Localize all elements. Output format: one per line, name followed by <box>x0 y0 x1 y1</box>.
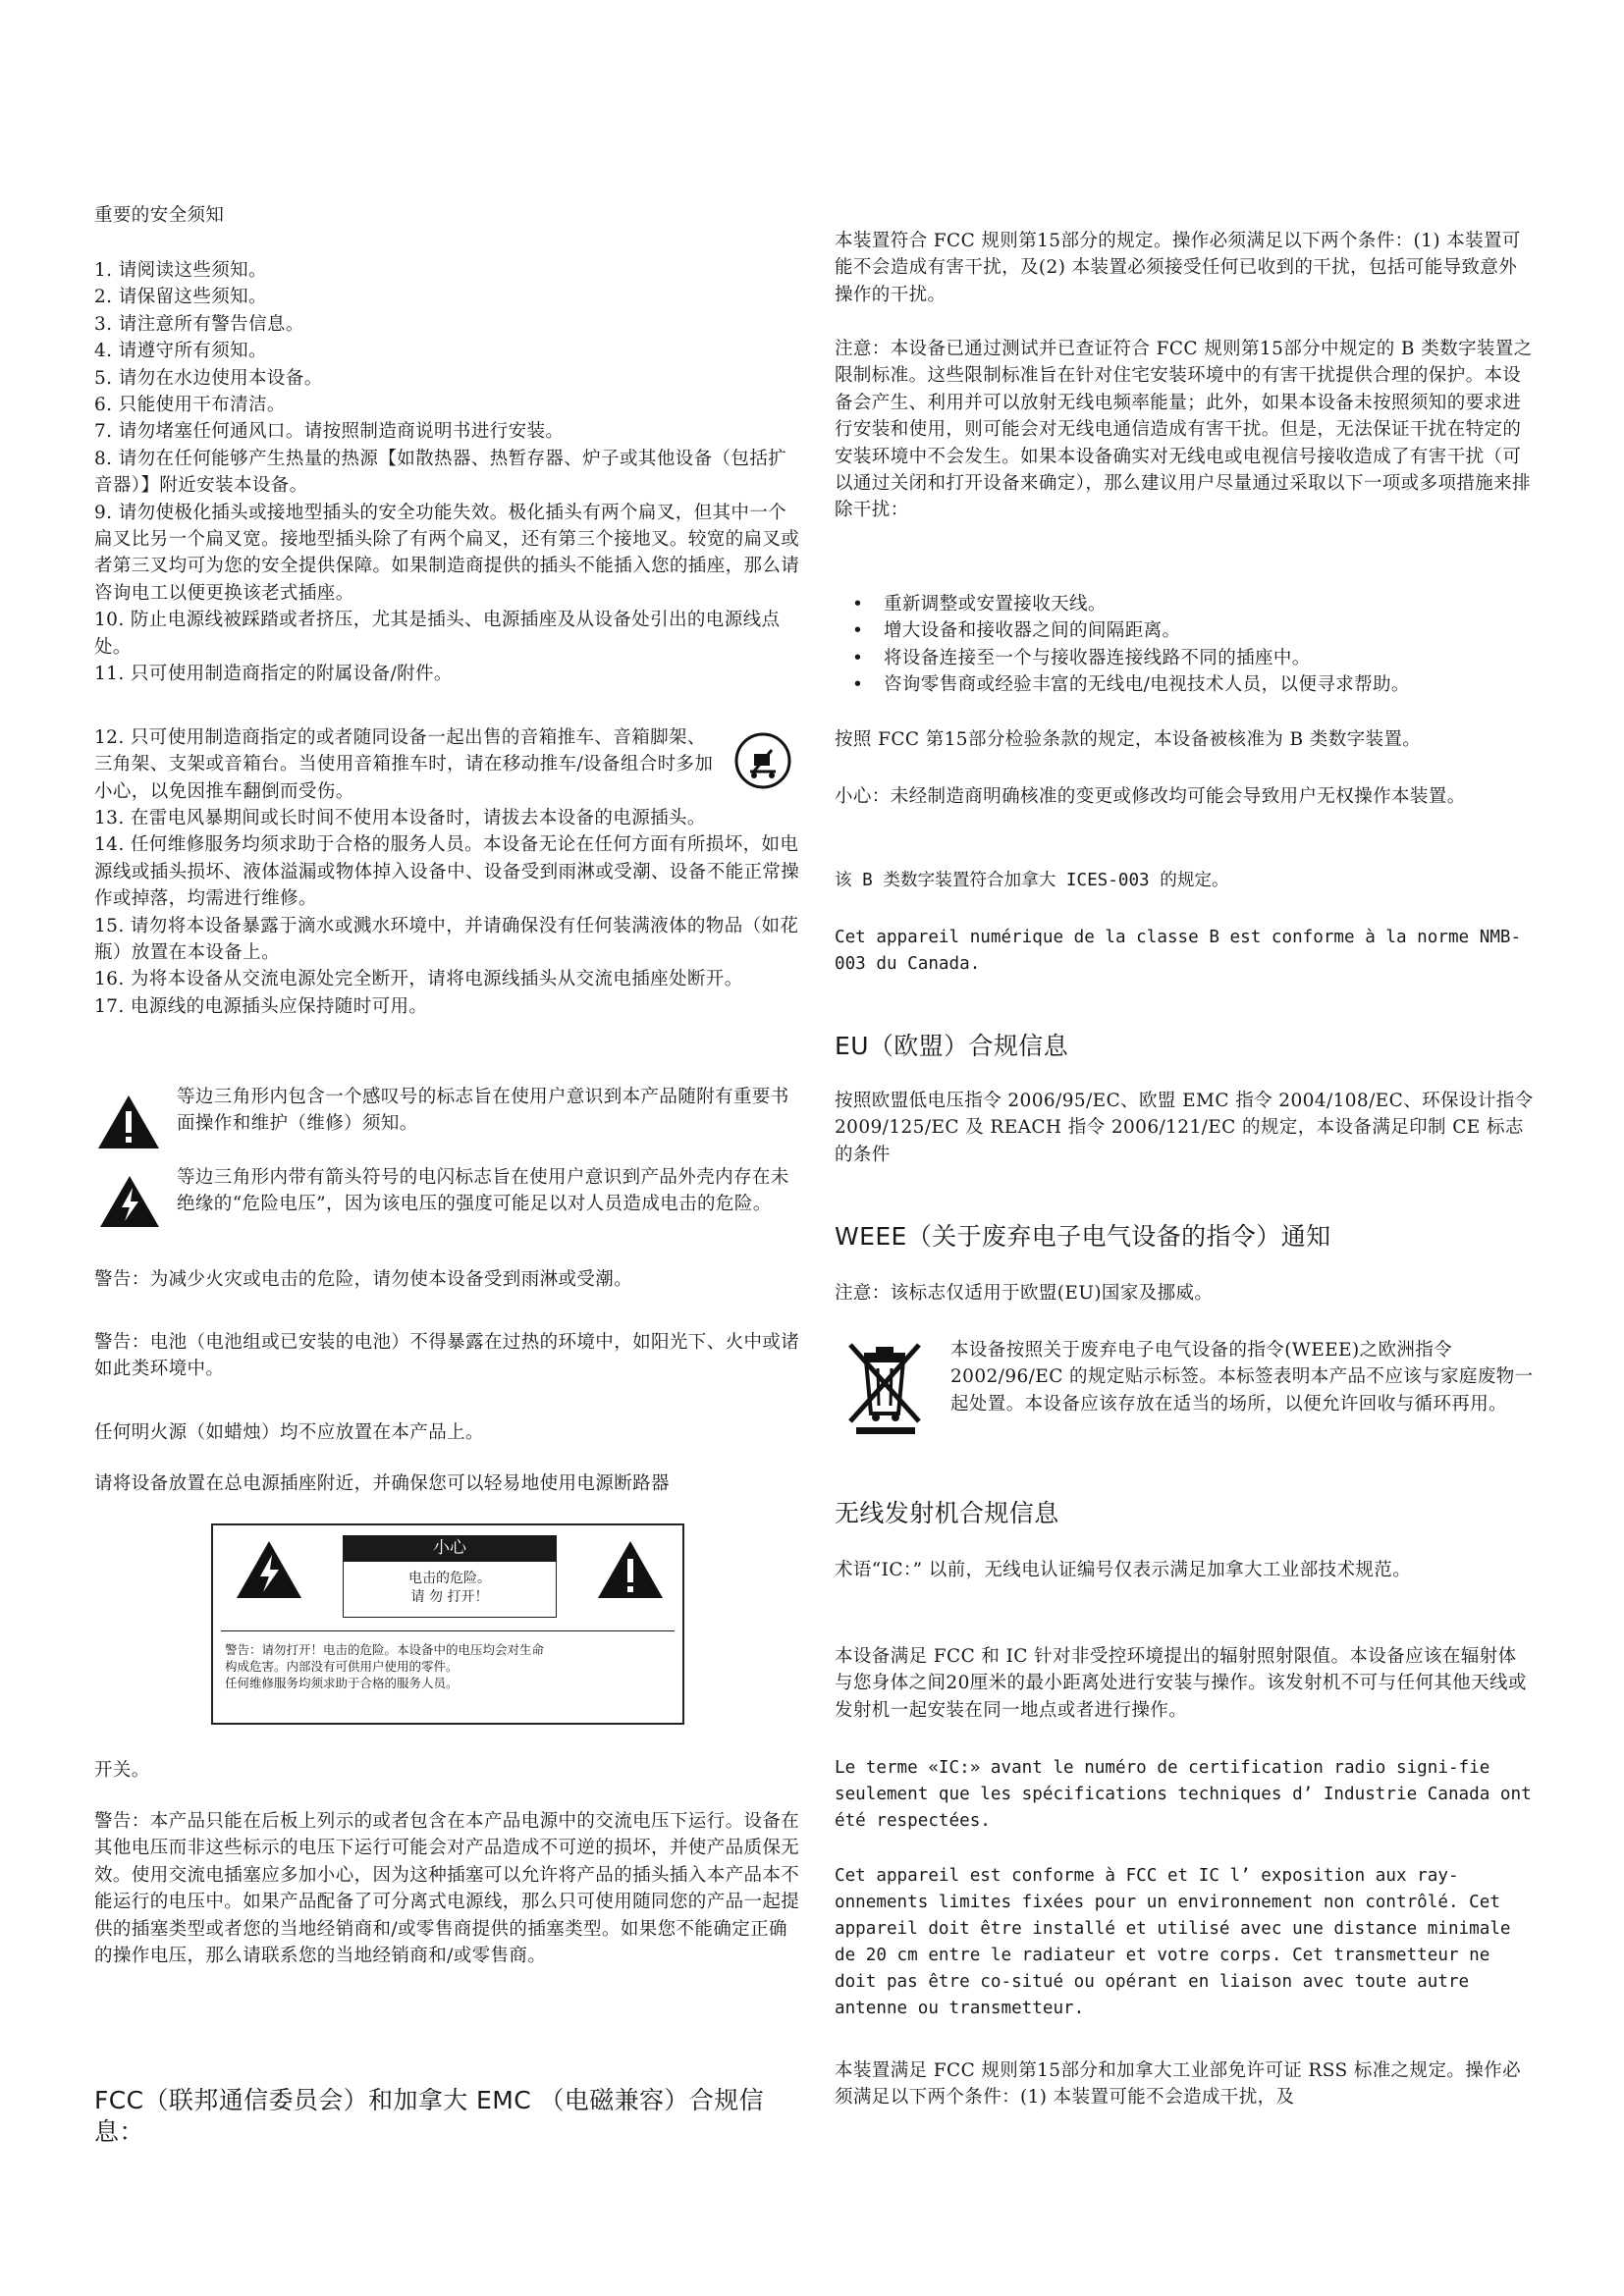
list-item: • 咨询零售商或经验丰富的无线电/电视技术人员，以便寻求帮助。 <box>835 671 1534 698</box>
weee-note: 注意：该标志仅适用于欧盟(EU)国家及挪威。 <box>835 1283 1214 1304</box>
class-b-statement: 按照 FCC 第15部分检验条款的规定，本设备被核准为 B 类数字装置。 <box>835 729 1422 750</box>
caution-sub-line: 请 勿 打开！ <box>410 1589 489 1605</box>
caution-body-line: 警告：请勿打开！电击的危险。本设备中的电压均会对生命 <box>225 1642 545 1657</box>
nmb-statement-fr: Cet appareil numérique de la classe B est conforme à la norme NMB-003 du Canada. <box>835 928 1522 974</box>
rf-exposure-fr: Cet appareil est conforme à FCC et IC l’ exposition aux ray-onnements limites fixées pour un environnement non contrôlé. Cet appareil doit être installé et utilisé avec une distance minimale de 20 cm entre le radiateur et votre corps. Cet transmetteur ne doit pas être co-situé ou opérant en liaison avec toute autre antenne ou transmetteur. <box>835 1866 1511 2018</box>
list-item: 17. 电源线的电源插头应保持随时可用。 <box>94 995 428 1017</box>
list-item: 8. 请勿在任何能够产生热量的热源【如散热器、热暂存器、炉子或其他设备（包括扩音器）】附近安装本设备。 <box>94 448 787 497</box>
remedy-list <box>835 591 1534 699</box>
caution-body-line: 构成危害。内部没有可供用户使用的零件。 <box>225 1659 459 1674</box>
list-item: • 增大设备和接收器之间的间隔距离。 <box>835 617 1534 644</box>
divider <box>221 1630 675 1631</box>
symbol-lightning-text: 等边三角形内带有箭头符号的电闪标志旨在使用户意识到产品外壳内存在未绝缘的“危险电压”，因为该电压的强度可能足以对人员造成电击的危险。 <box>177 1167 789 1215</box>
list-item: 15. 请勿将本设备暴露于滴水或溅水环境中，并请确保没有任何装满液体的物品（如花瓶）放置在本设备上。 <box>94 915 799 964</box>
list-item: 5. 请勿在水边使用本设备。 <box>94 367 323 389</box>
instruction-list-continued <box>94 805 801 1020</box>
ic-term-fr: Le terme «IC:» avant le numéro de certification radio signi-fie seulement que les spécifications techniques d’ Industrie Canada ont été respectées. <box>835 1758 1532 1831</box>
weee-heading: WEEE（关于废弃电子电气设备的指令）通知 <box>835 1222 1331 1251</box>
warning-flame: 任何明火源（如蜡烛）均不应放置在本产品上。 <box>94 1422 484 1443</box>
fcc-note: 注意：本设备已通过测试并已查证符合 FCC 规则第15部分中规定的 B 类数字装置之限制标准。这些限制标准旨在针对住宅安装环境中的有害干扰提供合理的保护。本设备会产生、利用并可以放射无线电频率能量；此外，如果本设备未按照须知的要求进行安装和使用，则可能会对无线电通信造成有害干扰。但是，无法保证干扰在特定的安装环境中不会发生。如果本设备确实对无线电或电视信号接收造成了有害干扰（可以通过关闭和打开设备来确定），那么建议用户尽量通过采取以下一项或多项措施来排除干扰： <box>835 339 1533 521</box>
list-item: 6. 只能使用干布清洁。 <box>94 395 286 416</box>
caution-label <box>211 1523 684 1725</box>
list-item: 4. 请遵守所有须知。 <box>94 341 267 362</box>
caution-body <box>225 1641 677 1691</box>
switch-label: 开关。 <box>94 1760 150 1781</box>
warning-battery: 警告：电池（电池组或已安装的电池）不得暴露在过热的环境中，如阳光下、火中或诸如此类环境中。 <box>94 1332 800 1380</box>
weee-text: 本设备按照关于废弃电子电气设备的指令(WEEE)之欧洲指令2002/96/EC 的规定贴示标签。本标签表明本产品不应该与家庭废物一起处置。本设备应该存放在适当的场所，以便允许回收与循环再用。 <box>950 1340 1534 1415</box>
eu-heading: EU（欧盟）合规信息 <box>835 1032 1069 1060</box>
placement-note: 请将设备放置在总电源插座附近，并确保您可以轻易地使用电源断路器 <box>94 1473 670 1494</box>
list-item: 2. 请保留这些须知。 <box>94 287 267 308</box>
list-item: 1. 请阅读这些须知。 <box>94 260 267 281</box>
modification-caution: 小心：未经制造商明确核准的变更或修改均可能会导致用户无权操作本装置。 <box>835 786 1466 807</box>
lightning-triangle-icon <box>235 1539 303 1600</box>
list-item: 9. 请勿使极化插头或接地型插头的安全功能失效。极化插头有两个扁叉，但其中一个扁叉比另一个扁叉宽。接地型插头除了有两个扁叉，还有第三个接地叉。较宽的扁叉或者第三叉均可为您的安全提供保障。如果制造商提供的插头不能插入您的插座，那么请咨询电工以便更换该老式插座。 <box>94 502 800 604</box>
exclamation-triangle-icon <box>96 1094 161 1150</box>
list-item: 3. 请注意所有警告信息。 <box>94 313 304 335</box>
list-item: 14. 任何维修服务均须求助于合格的服务人员。本设备无论在任何方面有所损坏，如电源线或插头损坏、液体溢漏或物体掉入设备中、设备受到雨淋或受潮、设备不能正常操作或掉落，均需进行维修。 <box>94 834 800 910</box>
caution-title: 小心 <box>343 1535 557 1561</box>
list-item-12: 12. 只可使用制造商指定的或者随同设备一起出售的音箱推车、音箱脚架、三角架、支架或音箱台。当使用音箱推车时，请在移动推车/设备组合时多加小心，以免因推车翻倒而受伤。 <box>94 727 714 802</box>
page-title: 重要的安全须知 <box>94 205 225 226</box>
wireless-heading: 无线发射机合规信息 <box>835 1499 1059 1527</box>
list-item: 7. 请勿堵塞任何通风口。请按照制造商说明书进行安装。 <box>94 421 565 443</box>
eu-text: 按照欧盟低电压指令 2006/95/EC、欧盟 EMC 指令 2004/108/EC、环保设计指令 2009/125/EC 及 REACH 指令 2006/121/EC 的规定，本设备满足印制 CE 标志的条件 <box>835 1091 1534 1165</box>
instruction-list <box>94 257 801 688</box>
caution-sub-line: 电击的危险。 <box>408 1571 491 1586</box>
rf-exposure: 本设备满足 FCC 和 IC 针对非受控环境提出的辐射照射限值。本设备应该在辐射体与您身体之间20厘米的最小距离处进行安装与操作。该发射机不可与任何其他天线或发射机一起安装在同一地点或者进行操作。 <box>835 1646 1527 1721</box>
exclamation-triangle-icon <box>596 1539 665 1600</box>
voltage-warning: 警告：本产品只能在后板上列示的或者包含在本产品电源中的交流电压下运行。设备在其他电压而非这些标示的电压下运行可能会对产品造成不可逆的损坏，并使产品质保无效。使用交流电插塞应多加小心，因为这种插塞可以允许将产品的插头插入本产品本不能运行的电压中。如果产品配备了可分离式电源线，那么只可使用随同您的产品一起提供的插塞类型或者您的当地经销商和/或零售商提供的插塞类型。如果您不能确定正确的操作电压，那么请联系您的当地经销商和/或零售商。 <box>94 1811 800 1967</box>
crossed-bin-icon <box>842 1337 927 1435</box>
list-item: 10. 防止电源线被踩踏或者挤压，尤其是插头、电源插座及从设备处引出的电源线点处。 <box>94 610 781 658</box>
caution-subtitle <box>343 1561 557 1618</box>
fcc-intro: 本装置符合 FCC 规则第15部分的规定。操作必须满足以下两个条件：(1) 本装置可能不会造成有害干扰，及(2) 本装置必须接受任何已收到的干扰，包括可能导致意外操作的干扰。 <box>835 231 1521 305</box>
list-item: • 将设备连接至一个与接收器连接线路不同的插座中。 <box>835 645 1534 671</box>
list-item: 13. 在雷电风暴期间或长时间不使用本设备时，请拔去本设备的电源插头。 <box>94 808 706 828</box>
list-item: 16. 为将本设备从交流电源处完全断开，请将电源线插头从交流电插座处断开。 <box>94 969 743 990</box>
fcc-heading: FCC（联邦通信委员会）和加拿大 EMC （电磁兼容）合规信息： <box>94 2086 765 2146</box>
warning-rain: 警告：为减少火灾或电击的危险，请勿使本设备受到雨淋或受潮。 <box>94 1269 633 1290</box>
caution-body-line: 任何维修服务均须求助于合格的服务人员。 <box>225 1676 459 1690</box>
cart-warning-icon <box>734 732 791 789</box>
ices-statement: 该 B 类数字装置符合加拿大 ICES-003 的规定。 <box>835 871 1229 890</box>
lightning-triangle-icon <box>98 1174 161 1229</box>
ic-term: 术语“IC：” 以前，无线电认证编号仅表示满足加拿大工业部技术规范。 <box>835 1560 1412 1580</box>
symbol-exclamation-text: 等边三角形内包含一个感叹号的标志旨在使用户意识到本产品随附有重要书面操作和维护（维修）须知。 <box>177 1087 789 1135</box>
list-item: • 重新调整或安置接收天线。 <box>835 591 1534 617</box>
list-item: 11. 只可使用制造商指定的附属设备/附件。 <box>94 664 453 685</box>
rss-statement: 本装置满足 FCC 规则第15部分和加拿大工业部免许可证 RSS 标准之规定。操作必须满足以下两个条件：(1) 本装置可能不会造成干扰，及 <box>835 2060 1521 2109</box>
